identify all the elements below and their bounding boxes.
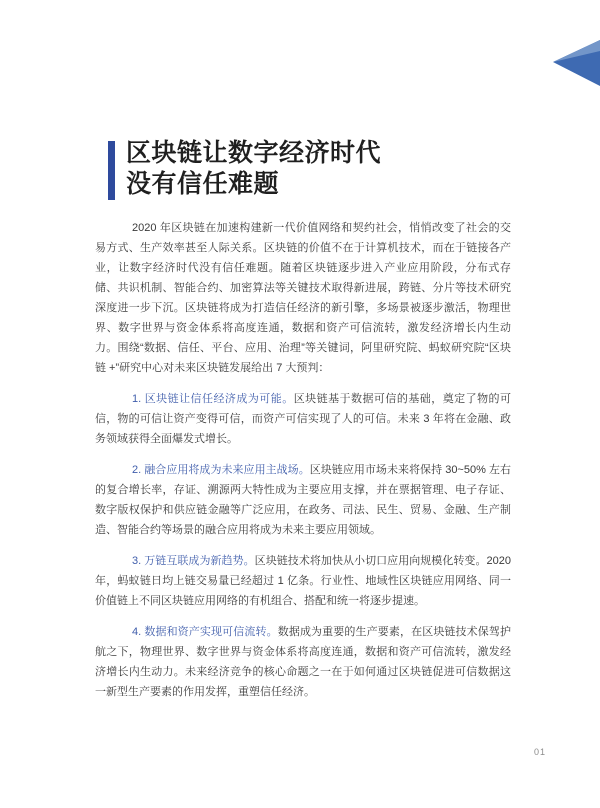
prediction-2-lead: 2. 融合应用将成为未来应用主战场。 xyxy=(132,464,310,476)
page-title xyxy=(126,138,381,200)
page-number: 01 xyxy=(533,747,546,757)
title-accent-bar xyxy=(108,141,115,200)
corner-triangle-decoration xyxy=(553,38,600,86)
prediction-2 xyxy=(95,460,511,540)
prediction-1 xyxy=(95,389,511,449)
prediction-3-body: 区块链技术将加快从小切口应用向规模化转变。2020 年，蚂蚁链日均上链交易量已经超过 1 亿条。行业性、地域性区块链应用网络、同一价值链上不同区块链应用网络的有机组合、搭配和统一将逐步提速。 xyxy=(95,555,511,607)
intro-paragraph xyxy=(95,218,511,378)
prediction-3 xyxy=(95,551,511,611)
prediction-4-body: 数据成为重要的生产要素，在区块链技术保驾护航之下，物理世界、数字世界与资金体系将高度连通，数据和资产可信流转，激发经济增长内生动力。未来经济竞争的核心命题之一在于如何通过区块链促进可信数据这一新型生产要素的作用发挥，重塑信任经济。 xyxy=(95,626,511,698)
page-title-line2: 没有信任难题 xyxy=(126,170,280,198)
article-title-block xyxy=(108,138,381,200)
prediction-3-lead: 3. 万链互联成为新趋势。 xyxy=(132,555,255,567)
intro-text: 2020 年区块链在加速构建新一代价值网络和契约社会，悄悄改变了社会的交易方式、生产效率甚至人际关系。区块链的价值不在于计算机技术，而在于链接各产业，让数字经济时代没有信任难题。随着区块链逐步进入产业应用阶段，分布式存储、共识机制、智能合约、加密算法等关键技术取得新进展，跨链、分片等技术研究深度进一步下沉。区块链将成为打造信任经济的新引擎，多场景被逐步激活，物理世界、数字世界与资金体系将高度连通，数据和资产可信流转，激发经济增长内生动力。围绕“数据、信任、平台、应用、治理”等关键词，阿里研究院、蚂蚁研究院“区块链 +”研究中心对未来区块链发展给出 7 大预判： xyxy=(95,222,511,374)
page-title-line1: 区块链让数字经济时代 xyxy=(126,139,382,167)
prediction-1-lead: 1. 区块链让信任经济成为可能。 xyxy=(132,393,294,405)
prediction-4-lead: 4. 数据和资产实现可信流转。 xyxy=(132,626,278,638)
article-body xyxy=(95,218,511,713)
prediction-4 xyxy=(95,622,511,702)
prediction-1-body: 区块链基于数据可信的基础，奠定了物的可信，物的可信让资产变得可信，而资产可信实现了人的可信。未来 3 年将在金融、政务领域获得全面爆发式增长。 xyxy=(95,393,512,445)
prediction-2-body: 区块链应用市场未来将保持 30~50% 左右的复合增长率，存证、溯源两大特性成为主要应用支撑，并在票据管理、电子存证、数字版权保护和供应链金融等广泛应用，在政务、司法、民生、贸易、金融、生产制造、智能合约等场景的融合应用将成为未来主要应用领域。 xyxy=(95,464,511,536)
